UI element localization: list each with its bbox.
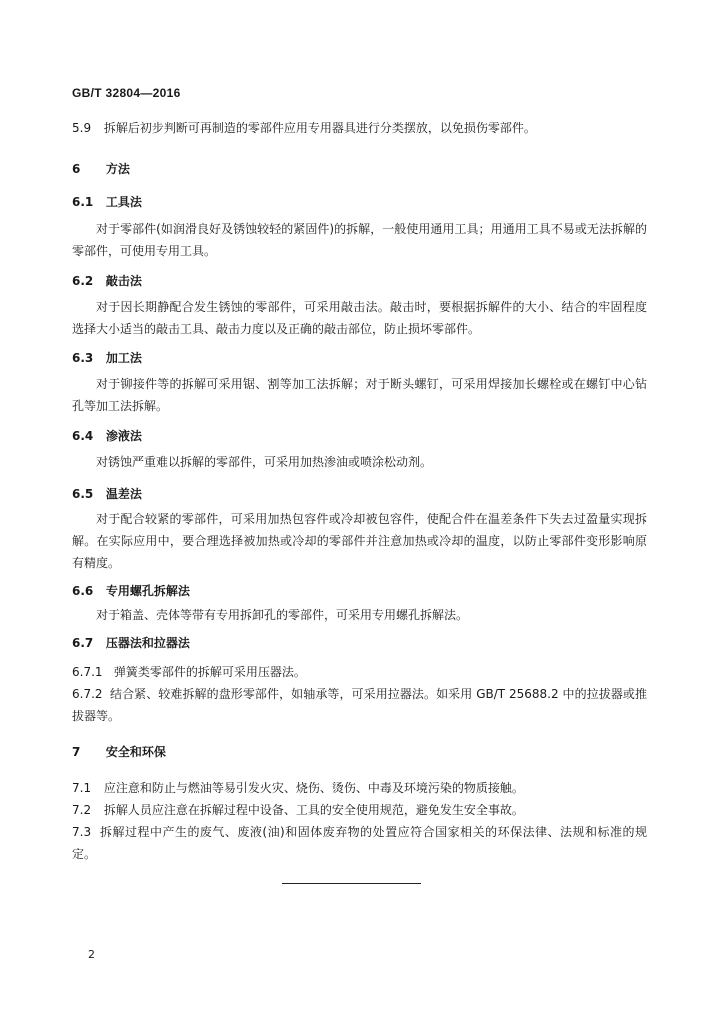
section-title: 工具法 [105,195,142,209]
section-number: 6.6 [72,584,94,598]
section-title: 敲击法 [105,274,142,288]
subsection-6-4-heading [72,427,142,445]
subsection-6-4-body: 对锈蚀严重难以拆解的零部件，可采用加热渗油或喷涂松动剂。 [96,455,433,469]
clause-text: 拆解后初步判断可再制造的零部件应用专用器具进行分类摆放，以免损伤零部件。 [103,121,536,135]
subsection-6-1-body: 对于零部件(如润滑良好及锈蚀较轻的紧固件)的拆解，一般使用通用工具；用通用工具不易或无法拆解的零部件，可使用专用工具。 [72,222,647,258]
section-title: 专用螺孔拆解法 [105,584,190,598]
clause-7-2 [72,801,524,819]
clause-number: 7.2 [72,803,92,817]
clause-number: 5.9 [72,121,92,135]
section-title: 温差法 [105,487,142,501]
section-title: 压器法和拉器法 [105,636,190,650]
subsection-6-6-body: 对于箱盖、壳体等带有专用拆卸孔的零部件，可采用专用螺孔拆解法。 [96,608,469,622]
section-number: 6.3 [72,351,94,365]
subsection-6-6-heading [72,582,190,600]
clause-5-9 [72,119,536,137]
clause-7-3-text: 拆解过程中产生的废气、废液(油)和固体废弃物的处置应符合国家相关的环保法律、法规和标准的规定。 [72,825,647,861]
page-number: 2 [88,948,95,961]
section-number: 6.7 [72,636,94,650]
clause-6-7-1 [72,663,306,681]
clause-number: 7.3 [72,825,92,839]
section-title: 方法 [105,162,130,176]
subsection-6-2-body: 对于因长期静配合发生锈蚀的零部件，可采用敲击法。敲击时，要根据拆解件的大小、结合的牢固程度选择大小适当的敲击工具、敲击力度以及正确的敲击部位，防止损坏零部件。 [72,300,647,336]
section-6-heading [72,160,130,178]
clause-number: 7.1 [72,781,92,795]
clause-6-7-2-text: 结合紧、较难拆解的盘形零部件，如轴承等，可采用拉器法。如采用 GB/T 25688.2 中的拉拔器或推拔器等。 [72,687,647,723]
subsection-6-3-heading [72,349,142,367]
clause-text: 拆解人员应注意在拆解过程中设备、工具的安全使用规范，避免发生安全事故。 [103,803,524,817]
subsection-6-5-heading [72,485,142,503]
end-of-document-rule [282,883,421,884]
subsection-6-2-heading [72,272,142,290]
clause-number: 6.7.1 [72,665,103,679]
section-7-heading [72,743,166,761]
clause-7-1 [72,779,524,797]
clause-text: 应注意和防止与燃油等易引发火灾、烧伤、烫伤、中毒及环境污染的物质接触。 [103,781,524,795]
section-number: 6.5 [72,487,94,501]
section-title: 渗液法 [105,429,142,443]
subsection-6-5-body: 对于配合较紧的零部件，可采用加热包容件或冷却被包容件，使配合件在温差条件下失去过盈量实现拆解。在实际应用中，要合理选择被加热或冷却的零部件并注意加热或冷却的温度，以防止零部件变形影响原有精度。 [72,512,647,570]
clause-number: 6.7.2 [72,687,103,701]
section-number: 6 [72,162,81,176]
subsection-6-1-heading [72,193,142,211]
subsection-6-3-body: 对于铆接件等的拆解可采用锯、割等加工法拆解；对于断头螺钉，可采用焊接加长螺栓或在螺钉中心钻孔等加工法拆解。 [72,377,647,413]
clause-text: 弹簧类零部件的拆解可采用压器法。 [113,665,306,679]
section-title: 加工法 [105,351,142,365]
standard-number-header: GB/T 32804—2016 [72,86,181,100]
section-number: 6.1 [72,195,94,209]
subsection-6-7-heading [72,634,190,652]
section-number: 7 [72,745,81,759]
section-number: 6.4 [72,429,94,443]
section-number: 6.2 [72,274,94,288]
section-title: 安全和环保 [105,745,166,759]
